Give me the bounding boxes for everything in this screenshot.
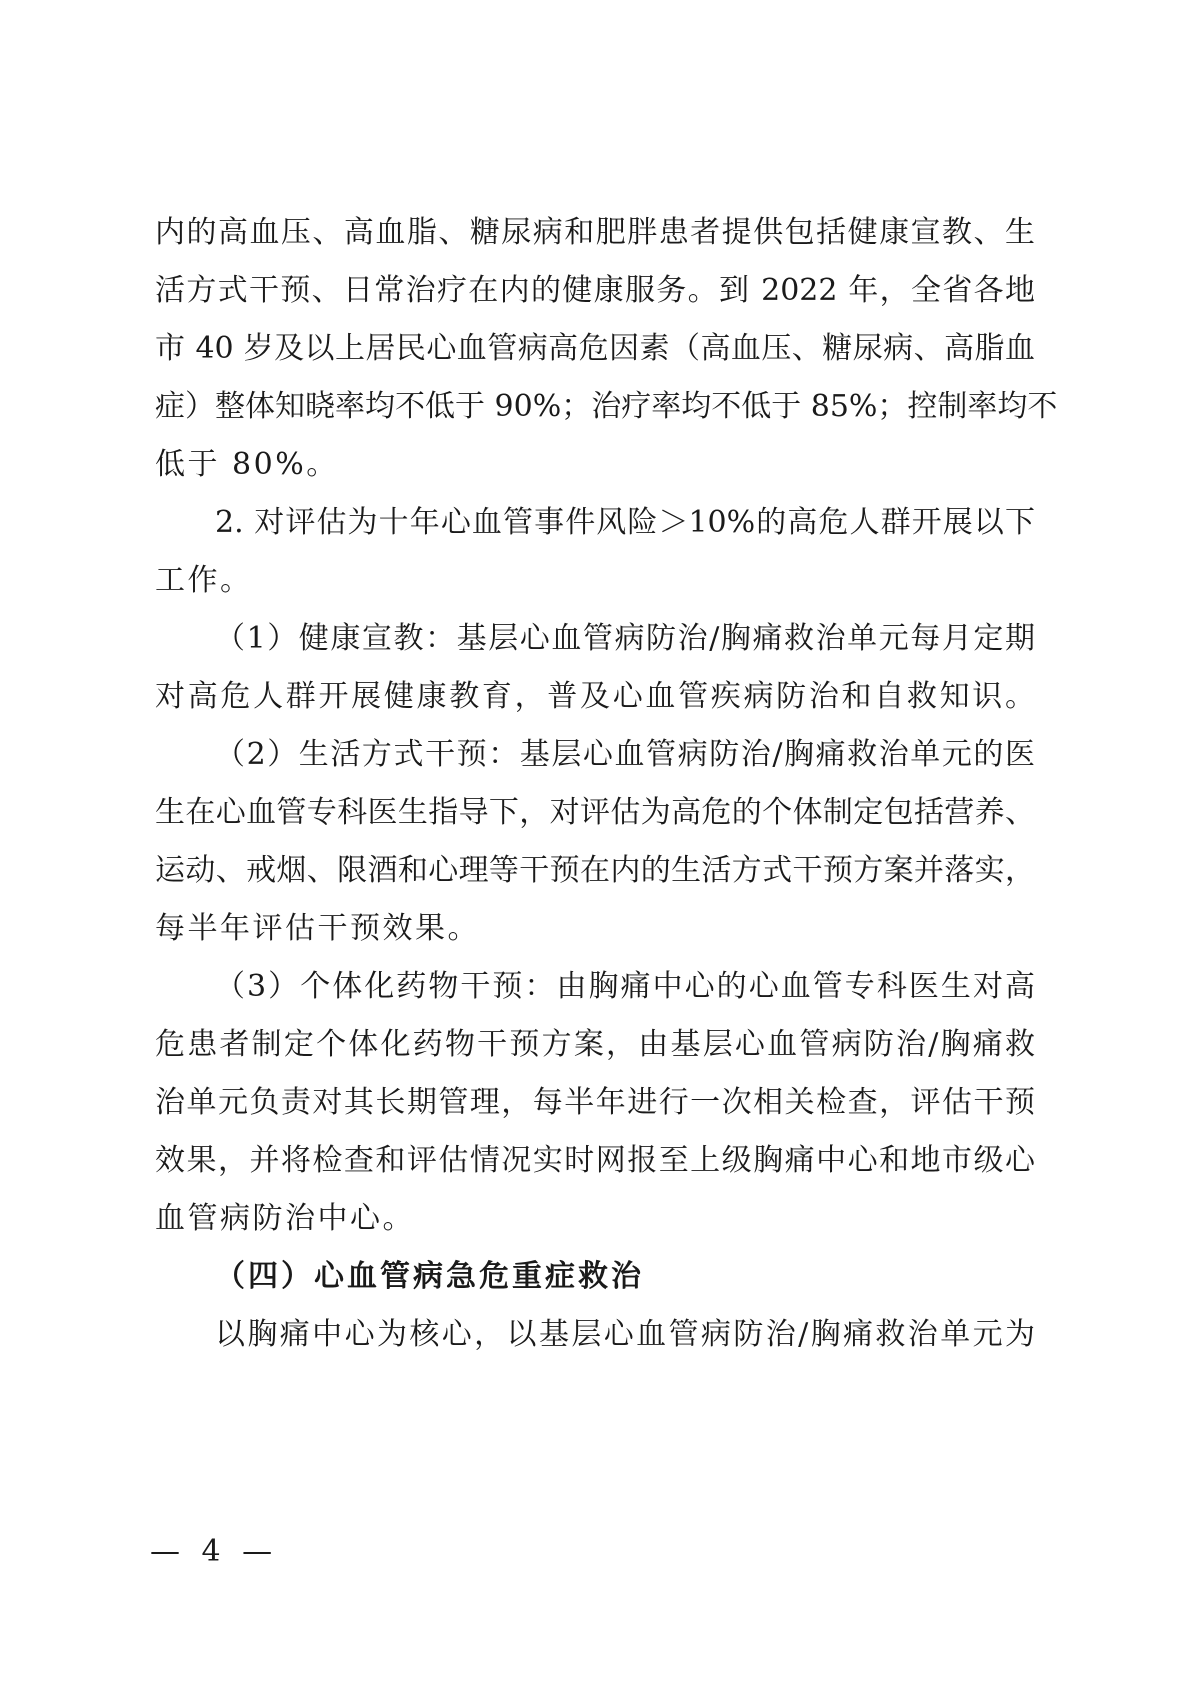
- text-line: 低于 80%。: [155, 447, 339, 482]
- text-line: 活方式干预、日常治疗在内的健康服务。到 2022 年，全省各地: [155, 273, 1035, 308]
- text-line: 内的高血压、高血脂、糖尿病和肥胖患者提供包括健康宣教、生: [155, 215, 1035, 250]
- text-line: 运动、戒烟、限酒和心理等干预在内的生活方式干预方案并落实，: [155, 853, 1035, 888]
- text-line: 工作。: [155, 563, 253, 598]
- text-line: 血管病防治中心。: [155, 1201, 415, 1236]
- text-line: 对高危人群开展健康教育，普及心血管疾病防治和自救知识。: [155, 679, 1035, 714]
- text-line: 危患者制定个体化药物干预方案，由基层心血管病防治/胸痛救: [155, 1027, 1035, 1062]
- text-line: 症）整体知晓率均不低于 90%；治疗率均不低于 85%；控制率均不: [155, 389, 1058, 424]
- section-heading: （四）心血管病急危重症救治: [215, 1259, 644, 1294]
- text-line: 生在心血管专科医生指导下，对评估为高危的个体制定包括营养、: [155, 795, 1035, 830]
- text-line: 2. 对评估为十年心血管事件风险＞10%的高危人群开展以下: [215, 505, 1035, 540]
- text-line: 治单元负责对其长期管理，每半年进行一次相关检查，评估干预: [155, 1085, 1035, 1120]
- text-line: 效果，并将检查和评估情况实时网报至上级胸痛中心和地市级心: [155, 1143, 1035, 1178]
- page-number: — 4 —: [150, 1534, 279, 1569]
- text-line: 每半年评估干预效果。: [155, 911, 480, 946]
- text-line: （2）生活方式干预：基层心血管病防治/胸痛救治单元的医: [215, 737, 1035, 772]
- text-line: 市 40 岁及以上居民心血管病高危因素（高血压、糖尿病、高脂血: [155, 331, 1035, 366]
- text-line: 以胸痛中心为核心，以基层心血管病防治/胸痛救治单元为: [215, 1317, 1035, 1352]
- text-line: （1）健康宣教：基层心血管病防治/胸痛救治单元每月定期: [215, 621, 1035, 656]
- text-line: （3）个体化药物干预：由胸痛中心的心血管专科医生对高: [215, 969, 1035, 1004]
